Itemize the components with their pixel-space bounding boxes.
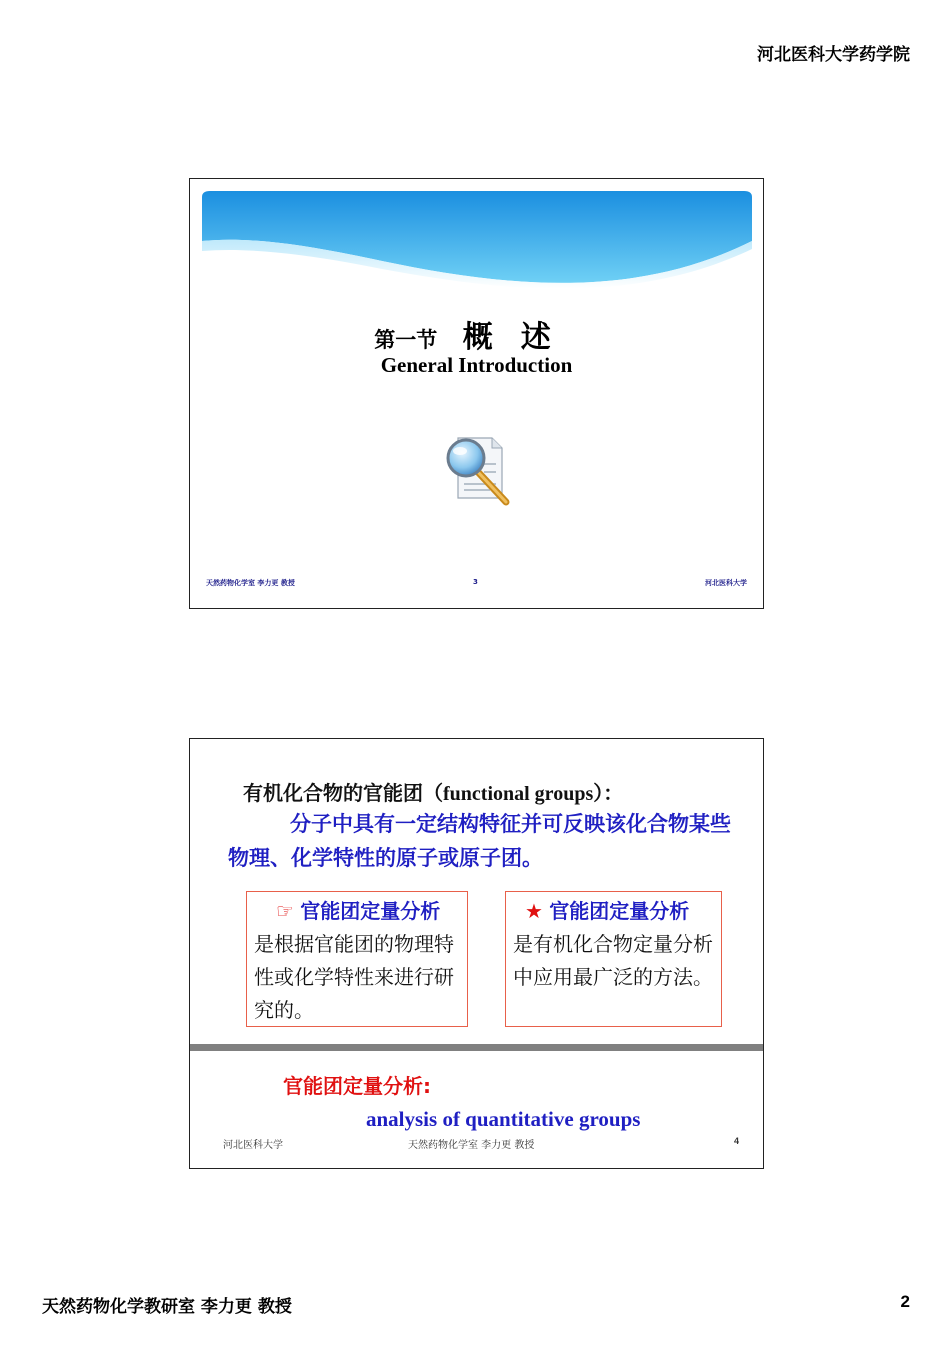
page-footer: 天然药物化学教研室 李力更 教授 (42, 1297, 292, 1317)
pointing-hand-icon: ☞ (276, 899, 294, 923)
slide-subtitle: General Introduction (380, 353, 573, 377)
definition-text: 分子中具有一定结构特征并可反映该化合物某些物理、化学特性的原子或原子团。 (228, 812, 731, 870)
heading-en: functional groups (443, 783, 594, 805)
slide-footer-left: 天然药物化学室 李力更 教授 (206, 579, 295, 587)
box-text: 是根据官能团的物理特性或化学特性来进行研究的。 (254, 932, 454, 1022)
document-magnifier-icon (440, 432, 515, 507)
section-label: 第一节 (374, 328, 438, 352)
term-english: analysis of quantitative groups (366, 1107, 641, 1131)
page-number: 2 (900, 1292, 910, 1311)
slide-number: 4 (733, 1136, 739, 1146)
info-box-right (505, 891, 722, 1027)
wave-banner (202, 191, 752, 291)
slide-footer-left: 河北医科大学 (223, 1140, 283, 1151)
star-icon: ★ (525, 899, 543, 923)
term-label: 官能团定量分析: (283, 1074, 431, 1098)
divider-bar (190, 1044, 763, 1051)
title-text: 概述 (462, 320, 579, 355)
page-header: 河北医科大学药学院 (757, 45, 910, 65)
info-box-left (246, 891, 468, 1027)
slide-title (190, 312, 763, 356)
slide-footer-right: 河北医科大学 (705, 579, 747, 587)
heading (243, 777, 623, 806)
slide-number: 3 (473, 578, 478, 586)
slide-3 (189, 178, 764, 609)
heading-end: ）： (593, 781, 624, 805)
heading-cn: 有机化合物的官能团（ (243, 781, 443, 805)
box-text: 是有机化合物定量分析中应用最广泛的方法。 (513, 932, 713, 989)
slide-4 (189, 738, 764, 1169)
slide-footer-center: 天然药物化学室 李力更 教授 (408, 1140, 535, 1151)
box-lead: 官能团定量分析 (549, 899, 690, 923)
box-lead: 官能团定量分析 (300, 899, 441, 923)
